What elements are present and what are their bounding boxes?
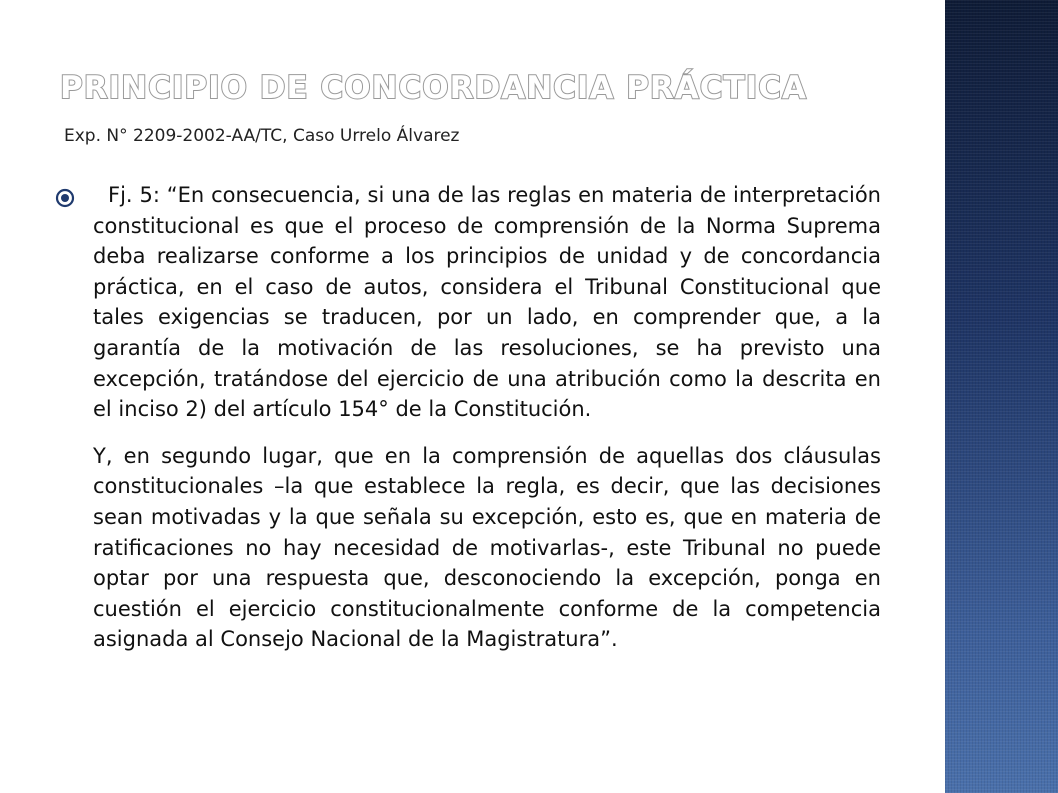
circled-dot-bullet-icon (55, 188, 75, 208)
slide-title: PRINCIPIO DE CONCORDANCIA PRÁCTICA (60, 70, 807, 106)
paragraph-1: Fj. 5: “En consecuencia, si una de las reglas en materia de interpretación constitucional es que el proceso de comprensión de la Norma Suprema deba realizarse conforme a los principios de unidad y de concordancia práctica, en el caso de autos, considera el Tribunal Constitucional que tales exigencias se traducen, por un lado, en comprender que, a la garantía de la motivación de las resoluciones, se ha previsto una excepción, tratándose del ejercicio de una atribución como la descrita en el inciso 2) del artículo 154° de la Constitución. (93, 183, 881, 422)
decorative-side-panel (945, 0, 1058, 793)
paragraph-2: Y, en segundo lugar, que en la comprensión de aquellas dos cláusulas constitucionales –la que establece la regla, es decir, que las decisiones sean motivadas y la que señala su excepción, esto es, que en materia de ratificaciones no hay necesidad de motivarlas-, este Tribunal no puede optar por una respuesta que, desconociendo la excepción, ponga en cuestión el ejercicio constitucionalmente conforme de la competencia asignada al Consejo Nacional de la Magistratura”. (93, 443, 881, 652)
bullet-block (55, 180, 881, 655)
slide-subtitle: Exp. N° 2209-2002-AA/TC, Caso Urrelo Álvarez (64, 126, 460, 146)
